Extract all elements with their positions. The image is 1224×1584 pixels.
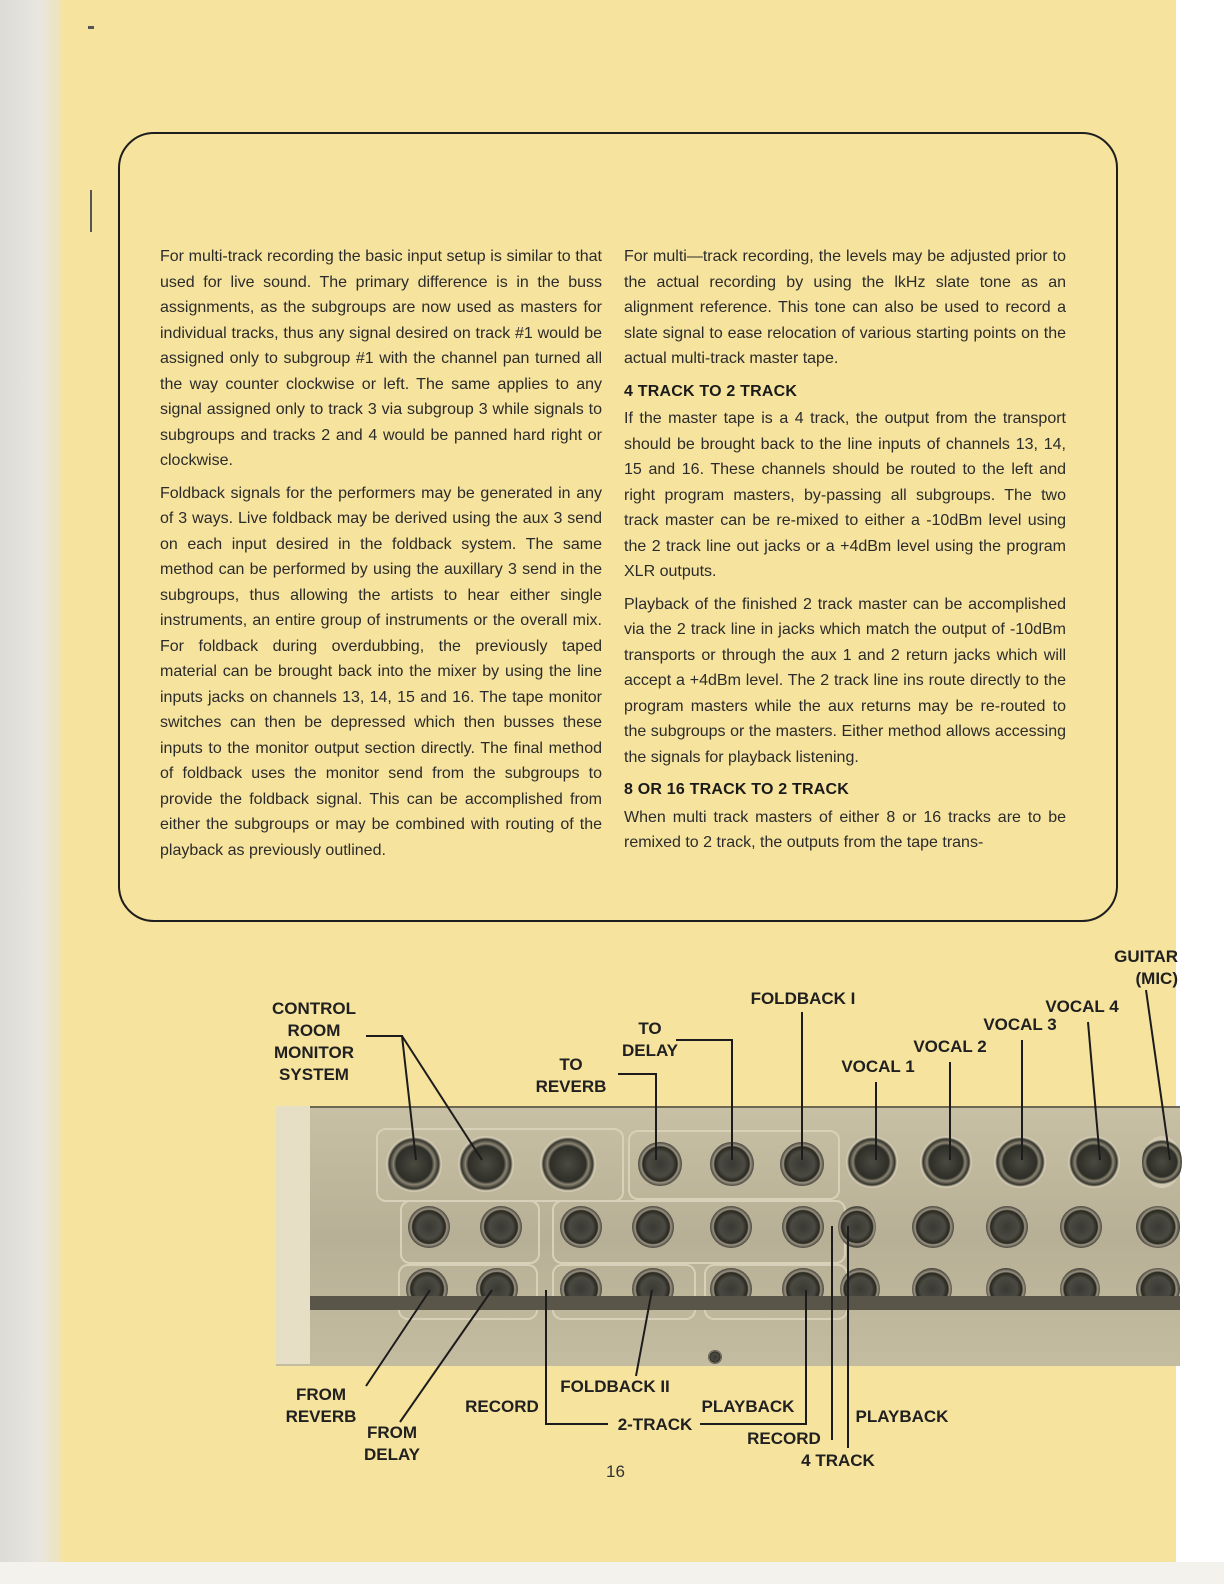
paragraph-multitrack-remix: When multi track masters of either 8 or 16 tracks are to be remixed to 2 track, the outputs from the tape trans-: [624, 808, 1066, 851]
label-4track-playback: PLAYBACK: [855, 1407, 949, 1426]
paragraph-playback: Playback of the finished 2 track master can be accomplished via the 2 track line in jacks which match the output of -10dBm transports or through the aux 1 and 2 return jacks which will accept a +4dBm level. The 2 track line ins route directly to the program masters while the aux returns may be re-routed to the subgroups or the masters. Either method allows accessing the signals for playback listening.: [624, 595, 1066, 766]
paragraph-4-track-routing: If the master tape is a 4 track, the output from the transport should be brought back to the line inputs of channels 13, 14, 15 and 16. These channels should be routed to the left and right program masters, by-passing all subgroups. The two track master can be re-mixed to either a -10dBm level using the 2 track line out jacks or a +4dBm level using the program XLR outputs.: [624, 410, 1066, 580]
leader-foldback-2: [636, 1290, 652, 1376]
leader-to-reverb: [618, 1074, 656, 1160]
label-vocal-3: VOCAL 3: [983, 1015, 1057, 1034]
label-2track-record: RECORD: [465, 1397, 539, 1416]
leader-vocal-4: [1088, 1022, 1100, 1160]
paragraph-foldback: Foldback signals for the performers may be generated in any of 3 ways. Live foldback may be derived using the aux 3 send on each input desired in the foldback system. The same method can be performed by using the auxillary 3 send in the subgroups, thus allowing the artists to hear either single instruments, an entire group of instruments or the overall mix. For foldback during overdubbing, the previously taped material can be brought back into the mixer by using the line inputs jacks on channels 13, 14, 15 and 16. The tape monitor switches can then be depressed which then busses these inputs to the monitor output section directly. The final method of foldback uses the monitor send from the subgroups to provide the foldback signal. This can be accomplished from either the subgroups or may be combined with routing of the playback as previously outlined.: [160, 484, 602, 859]
label-2-track: 2-TRACK: [617, 1415, 693, 1434]
label-from-reverb: FROM REVERB: [285, 1385, 357, 1426]
label-vocal-1: VOCAL 1: [841, 1057, 915, 1076]
label-2track-playback: PLAYBACK: [701, 1397, 795, 1416]
label-from-delay: FROM DELAY: [363, 1423, 421, 1464]
leader-from-reverb: [366, 1290, 430, 1386]
page-number: 16: [606, 1462, 625, 1481]
label-to-reverb: TO REVERB: [535, 1055, 607, 1096]
label-vocal-2: VOCAL 2: [913, 1037, 987, 1056]
label-4-track: 4 TRACK: [801, 1451, 875, 1470]
paragraph-multitrack-setup: For multi-track recording the basic input setup is similar to that used for live sound. The primary difference is in the buss assignments, as the subgroups are now used as masters for individual tracks, thus any signal desired on track #1 would be assigned only to subgroup #1 with the channel pan turned all the way counter clockwise or left. The same applies to any signal assigned only to track 3 via subgroup 3 while signals to subgroups and tracks 2 and 4 would be panned hard right or clockwise.: [160, 248, 602, 469]
label-4track-record: RECORD: [747, 1429, 821, 1448]
paragraph-levels: For multi—track recording, the levels may be adjusted prior to the actual recording by using the lkHz slate tone as an alignment reference. This tone can also be used to record a slate signal to ease relocation of various starting points on the actual multi-track master tape.: [624, 248, 1066, 367]
label-guitar-mic: GUITAR (MIC): [1114, 947, 1178, 988]
label-vocal-4: VOCAL 4: [1045, 997, 1119, 1016]
label-foldback-2: FOLDBACK II: [560, 1377, 670, 1396]
heading-4-track-to-2-track: 4 TRACK TO 2 TRACK: [624, 382, 798, 400]
leader-2track-record: [546, 1290, 608, 1424]
label-to-delay: TO DELAY: [621, 1019, 679, 1060]
leader-guitar: [1146, 990, 1170, 1160]
heading-8-or-16-track: 8 OR 16 TRACK TO 2 TRACK: [624, 781, 849, 798]
label-foldback-1: FOLDBACK I: [750, 989, 856, 1008]
label-control-room-monitor: CONTROL ROOM MONITOR SYSTEM: [271, 999, 357, 1084]
leader-control-room: [366, 1036, 416, 1160]
